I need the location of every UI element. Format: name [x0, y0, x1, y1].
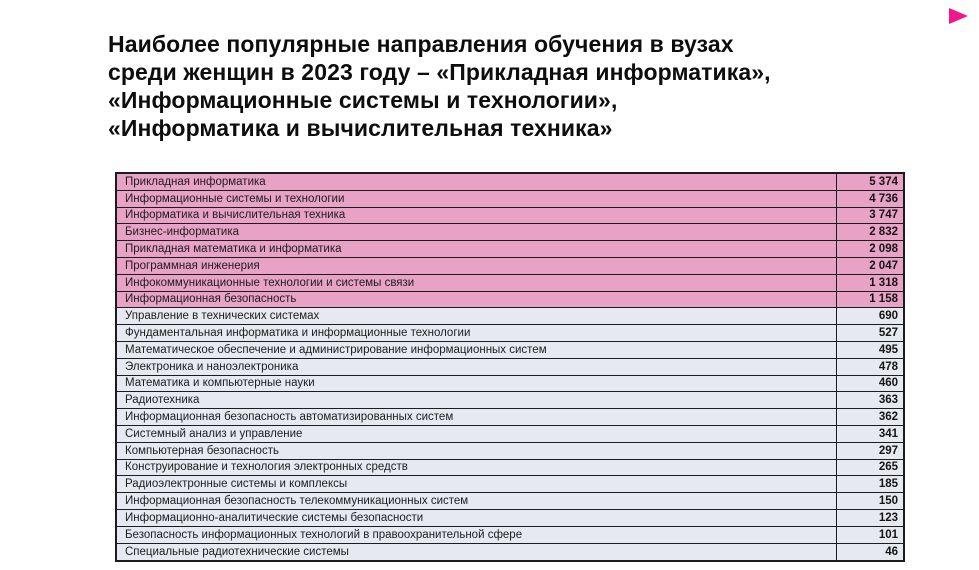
table-row: [117, 325, 903, 342]
title-line: среди женщин в 2023 году – «Прикладная информатика»,: [108, 59, 771, 85]
direction-value: 1 318: [869, 276, 898, 289]
direction-label: Информационная безопасность автоматизированных систем: [117, 409, 837, 425]
direction-label: Системный анализ и управление: [117, 426, 837, 442]
table-row: [117, 409, 903, 426]
direction-label: Конструирование и технология электронных средств: [117, 460, 837, 476]
direction-label: Информационная безопасность телекоммуникационных систем: [117, 493, 837, 509]
direction-value: 123: [878, 511, 898, 524]
direction-value: 2 098: [869, 243, 898, 256]
direction-label: Программная инженерия: [117, 258, 837, 274]
table-row: [117, 292, 903, 309]
title-line: «Информационные системы и технологии»,: [108, 87, 618, 113]
table-row: [117, 191, 903, 208]
table-row: [117, 426, 903, 443]
direction-label: Математическое обеспечение и администрирование информационных систем: [117, 342, 837, 358]
direction-label: Специальные радиотехнические системы: [117, 544, 837, 561]
direction-label: Радиоэлектронные системы и комплексы: [117, 476, 837, 492]
table-row: [117, 476, 903, 493]
direction-value: 101: [878, 528, 898, 541]
direction-value: 2 832: [869, 226, 898, 239]
table-row: [117, 510, 903, 527]
direction-value: 362: [878, 411, 898, 424]
title-line: Наиболее популярные направления обучения в вузах: [108, 31, 734, 57]
direction-label: Компьютерная безопасность: [117, 443, 837, 459]
table-row: [117, 224, 903, 241]
directions-table: [115, 172, 905, 562]
direction-label: Электроника и наноэлектроника: [117, 359, 837, 375]
direction-value: 3 747: [869, 209, 898, 222]
direction-label: Управление в технических системах: [117, 308, 837, 324]
table-row: [117, 308, 903, 325]
direction-value: 297: [878, 444, 898, 457]
direction-label: Фундаментальная информатика и информационные технологии: [117, 325, 837, 341]
table-row: [117, 376, 903, 393]
table-row: [117, 174, 903, 191]
direction-label: Безопасность информационных технологий в правоохранительной сфере: [117, 527, 837, 543]
table-row: [117, 460, 903, 477]
direction-label: Прикладная информатика: [117, 174, 837, 190]
table-row: [117, 258, 903, 275]
table-row: [117, 493, 903, 510]
direction-value: 690: [878, 310, 898, 323]
direction-value: 341: [878, 427, 898, 440]
direction-label: Бизнес-информатика: [117, 224, 837, 240]
direction-label: Информатика и вычислительная техника: [117, 208, 837, 224]
table-row: [117, 392, 903, 409]
direction-label: Инфокоммуникационные технологии и системы связи: [117, 275, 837, 291]
direction-label: Информационные системы и технологии: [117, 191, 837, 207]
direction-value: 46: [885, 545, 898, 558]
direction-value: 460: [878, 377, 898, 390]
direction-value: 150: [878, 495, 898, 508]
direction-value: 1 158: [869, 293, 898, 306]
title-line: «Информатика и вычислительная техника»: [108, 115, 613, 141]
direction-value: 265: [878, 461, 898, 474]
direction-value: 527: [878, 327, 898, 340]
direction-value: 363: [878, 394, 898, 407]
direction-value: 185: [878, 478, 898, 491]
table-row: [117, 241, 903, 258]
page-title: [108, 30, 868, 142]
direction-value: 495: [878, 343, 898, 356]
table-row: [117, 443, 903, 460]
table-row: [117, 275, 903, 292]
direction-label: Прикладная математика и информатика: [117, 241, 837, 257]
table-row: [117, 544, 903, 561]
brand-triangle-icon: [949, 8, 968, 24]
direction-value: 2 047: [869, 259, 898, 272]
table-row: [117, 527, 903, 544]
direction-value: 5 374: [869, 175, 898, 188]
direction-value: 4 736: [869, 192, 898, 205]
direction-label: Математика и компьютерные науки: [117, 376, 837, 392]
direction-label: Радиотехника: [117, 392, 837, 408]
direction-label: Информационная безопасность: [117, 292, 837, 308]
table-row: [117, 342, 903, 359]
direction-label: Информационно-аналитические системы безопасности: [117, 510, 837, 526]
table-row: [117, 359, 903, 376]
table-row: [117, 208, 903, 225]
direction-value: 478: [878, 360, 898, 373]
